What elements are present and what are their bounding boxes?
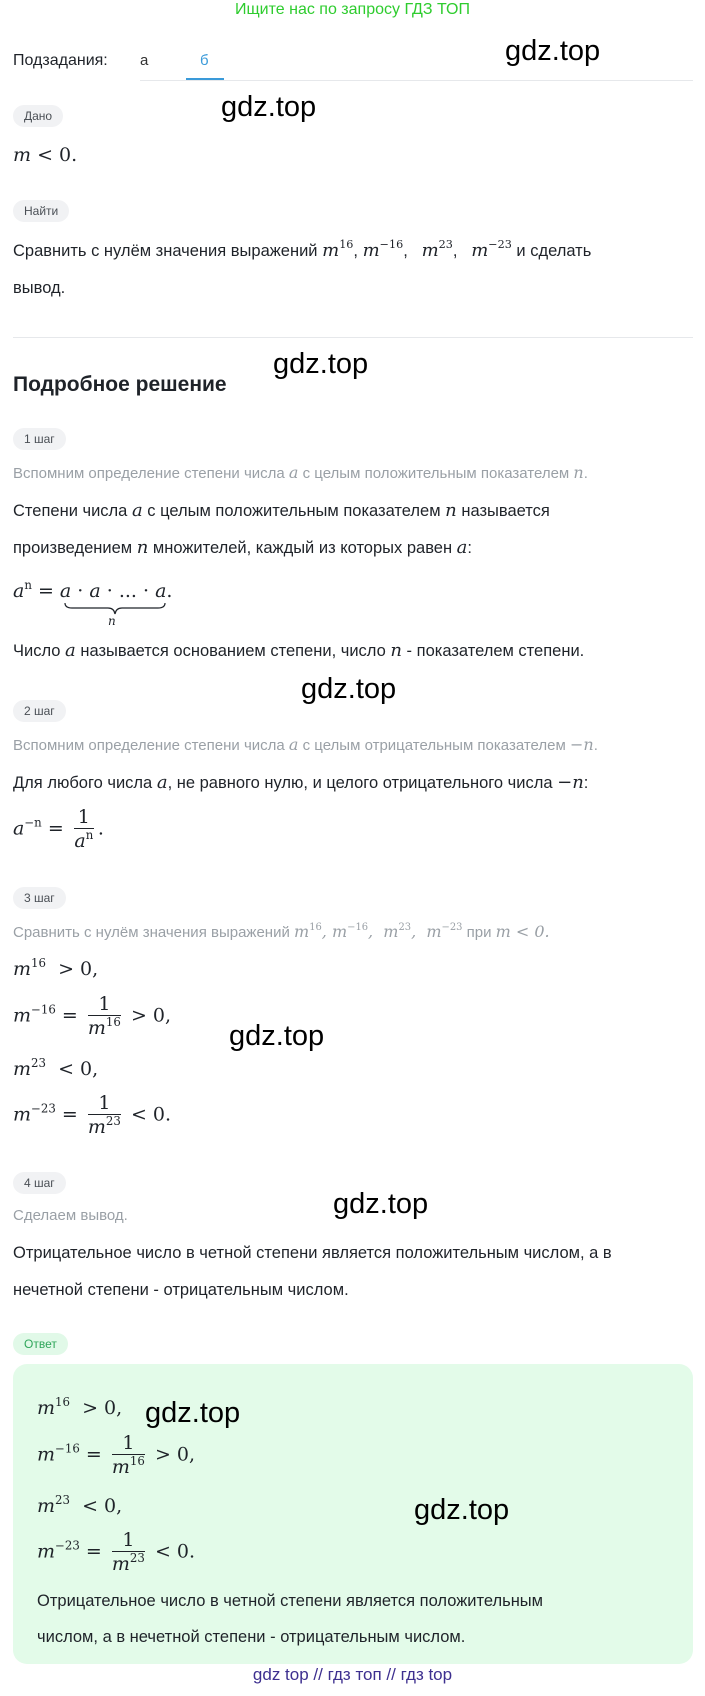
answer-pill: Ответ — [13, 1333, 68, 1355]
step-1-line1: Степени числа a с целым положительным показателем n называется — [13, 500, 550, 521]
step-3-eq-4: $m^{-23}$ = $\frac{1}{m^{23}}$ < 0. — [13, 1092, 172, 1138]
step-3-pill: 3 шаг — [13, 887, 66, 909]
step-1-pill: 1 шаг — [13, 428, 66, 450]
answer-line1: Отрицательное число в четной степени является положительным — [37, 1592, 544, 1610]
watermark: gdz.top — [414, 1494, 510, 1526]
find-pill: Найти — [13, 200, 69, 222]
step-2-hint: Вспомним определение степени числа a с целым отрицательным показателем −n. — [13, 735, 598, 754]
answer-line2: числом, а в нечетной степени - отрицательным числом. — [37, 1628, 466, 1646]
watermark: gdz.top — [229, 1020, 325, 1052]
subtasks-label: Подзадания: — [13, 52, 108, 69]
given-formula: m < 0. — [13, 144, 78, 166]
step-4-line2: нечетной степени - отрицательным числом. — [13, 1281, 349, 1299]
answer-eq-3: $m^{23} < 0$, — [37, 1492, 123, 1517]
step-4-pill: 4 шаг — [13, 1172, 66, 1194]
step-2-formula: $a^{-n}$ = $\frac{1}{a^n}$ . — [13, 806, 104, 852]
watermark: gdz.top — [333, 1188, 429, 1220]
answer-eq-1: $m^{16} > 0$, — [37, 1394, 123, 1419]
solution-heading: Подробное решение — [13, 373, 227, 396]
section-divider — [13, 337, 693, 338]
step-1-line3: Число a называется основанием степени, число n - показателем степени. — [13, 640, 585, 661]
watermark: gdz.top — [273, 348, 369, 380]
find-text-line2: вывод. — [13, 279, 66, 297]
search-banner[interactable]: Ищите нас по запросу ГДЗ ТОП — [235, 1, 470, 18]
tab-a[interactable]: а — [140, 52, 149, 69]
find-text-end: и сделать — [516, 242, 592, 260]
tab-b[interactable]: б — [200, 52, 209, 69]
step-3-hint-start: Сравнить с нулём значения выражений — [13, 924, 290, 941]
step-3-hint: Сравнить с нулём значения выражений $m^{16}$, $m^{-16}$, $m^{23}$, $m^{-23}$ при m < 0. — [13, 922, 550, 941]
tabs-divider — [140, 80, 693, 81]
step-3-eq-1: $m^{16} > 0$, — [13, 955, 99, 980]
active-tab-indicator — [186, 78, 224, 80]
step-1-hint: Вспомним определение степени числа a с целым положительным показателем n. — [13, 463, 588, 482]
given-pill: Дано — [13, 105, 63, 127]
step-1-formula: $a^n = a \cdot a$ · ... · a. — [13, 577, 173, 602]
find-text: Сравнить с нулём значения выражений $m^{16}$, $m^{-16}$, $m^{23}$, $m^{-23}$ и сделать — [13, 238, 592, 261]
watermark: gdz.top — [301, 673, 397, 705]
watermark: gdz.top — [145, 1397, 241, 1429]
step-3-eq-3: $m^{23} < 0$, — [13, 1055, 99, 1080]
step-1-line2: произведением n множителей, каждый из которых равен a: — [13, 537, 472, 558]
footer-links[interactable]: gdz top // гдз топ // гдз top — [252, 1665, 453, 1684]
underbrace-label: n — [108, 614, 116, 628]
watermark: gdz.top — [505, 35, 601, 67]
step-3-hint-mid: при — [466, 924, 492, 941]
find-text-start: Сравнить с нулём значения выражений — [13, 242, 318, 260]
step-2-line1: Для любого числа a, не равного нулю, и целого отрицательного числа −n: — [13, 772, 589, 793]
step-4-hint: Сделаем вывод. — [13, 1207, 128, 1224]
step-4-line1: Отрицательное число в четной степени является положительным числом, а в — [13, 1244, 612, 1262]
watermark: gdz.top — [221, 91, 317, 123]
step-3-eq-2: $m^{-16}$ = $\frac{1}{m^{16}}$ > 0, — [13, 993, 172, 1039]
step-2-pill: 2 шаг — [13, 700, 66, 722]
answer-eq-2: $m^{-16}$ = $\frac{1}{m^{16}}$ > 0, — [37, 1432, 196, 1478]
answer-eq-4: $m^{-23}$ = $\frac{1}{m^{23}}$ < 0. — [37, 1529, 196, 1575]
